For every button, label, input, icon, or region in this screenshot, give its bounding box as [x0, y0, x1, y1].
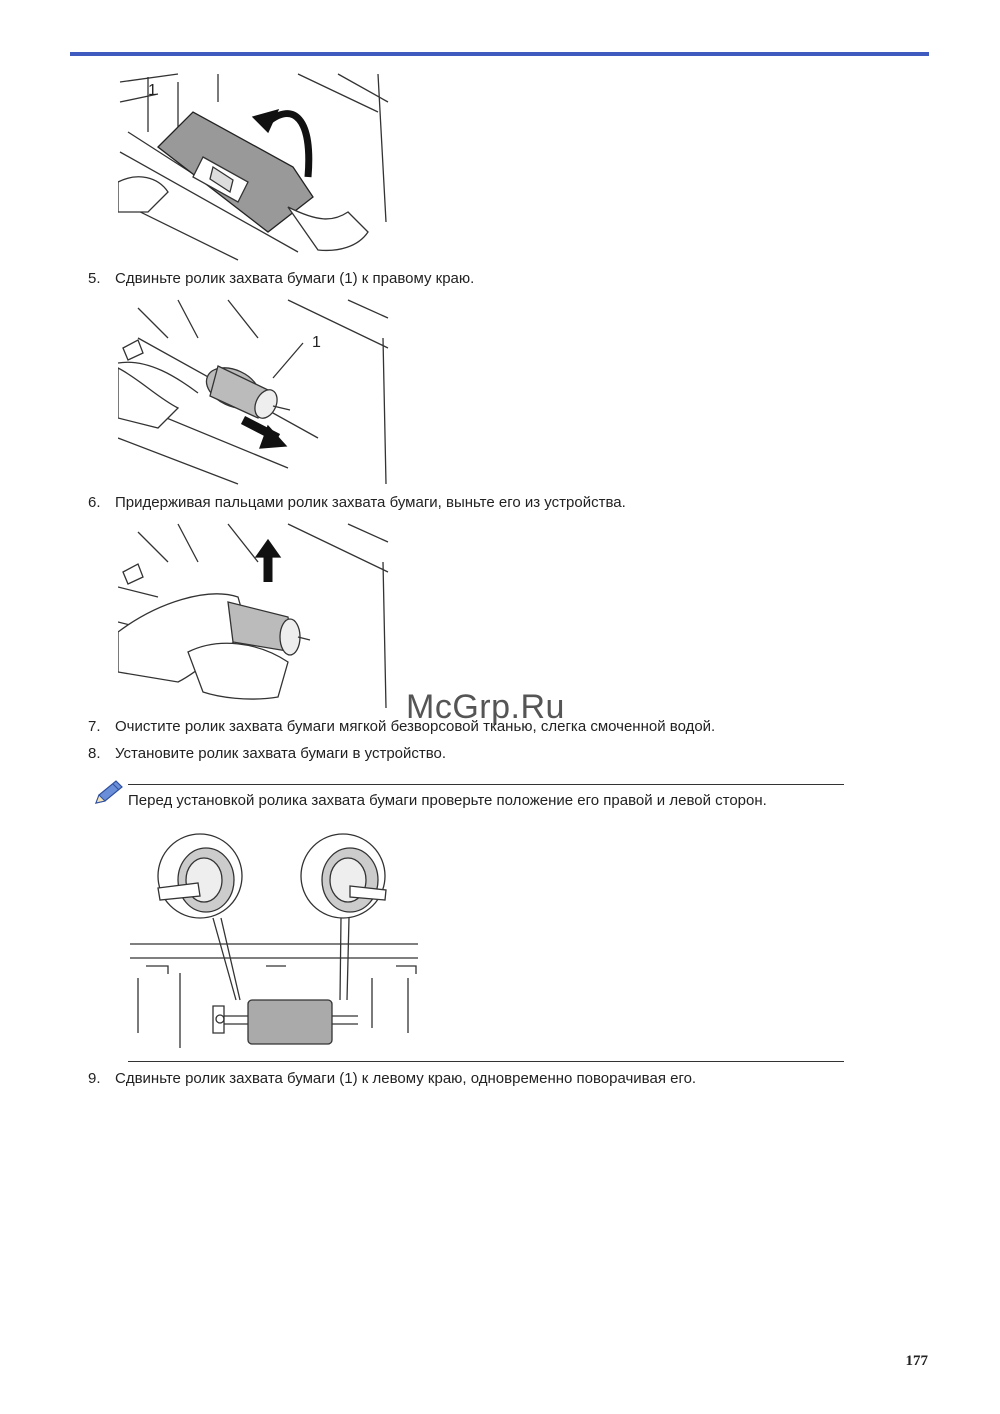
- page-number: 177: [905, 1353, 928, 1369]
- pencil-icon: [92, 779, 124, 812]
- step-9: [88, 1070, 696, 1088]
- figure-callout-1: 1: [148, 82, 157, 99]
- step-text: Придерживая пальцами ролик захвата бумаги, выньте его из устройства.: [115, 494, 626, 511]
- step-text: Сдвиньте ролик захвата бумаги (1) к левому краю, одновременно поворачивая его.: [115, 1070, 697, 1087]
- step-number: 7.: [88, 718, 101, 735]
- illustration-open-cover: [118, 72, 390, 262]
- step-number: 6.: [88, 494, 101, 511]
- step-number: 8.: [88, 745, 101, 762]
- illustration-slide-roller-right: [118, 298, 390, 486]
- illustration-roller-orientation: [128, 828, 420, 1058]
- note-top-rule: [128, 784, 844, 785]
- note-text: Перед установкой ролика захвата бумаги проверьте положение его правой и левой сторон.: [128, 792, 767, 809]
- step-5: [88, 270, 474, 288]
- step-text: Очистите ролик захвата бумаги мягкой безворсовой тканью, слегка смоченной водой.: [115, 718, 716, 735]
- figure-callout-1: 1: [312, 334, 321, 351]
- illustration-remove-roller: [118, 522, 390, 710]
- step-text: Установите ролик захвата бумаги в устройство.: [115, 745, 447, 762]
- watermark: McGrp.Ru: [406, 688, 565, 726]
- step-text: Сдвиньте ролик захвата бумаги (1) к правому краю.: [115, 270, 475, 287]
- note-bottom-rule: [128, 1061, 844, 1062]
- step-number: 9.: [88, 1070, 101, 1087]
- step-number: 5.: [88, 270, 101, 287]
- step-6: [88, 494, 626, 512]
- header-rule: [70, 52, 929, 56]
- step-7: [88, 718, 715, 736]
- step-8: [88, 745, 446, 763]
